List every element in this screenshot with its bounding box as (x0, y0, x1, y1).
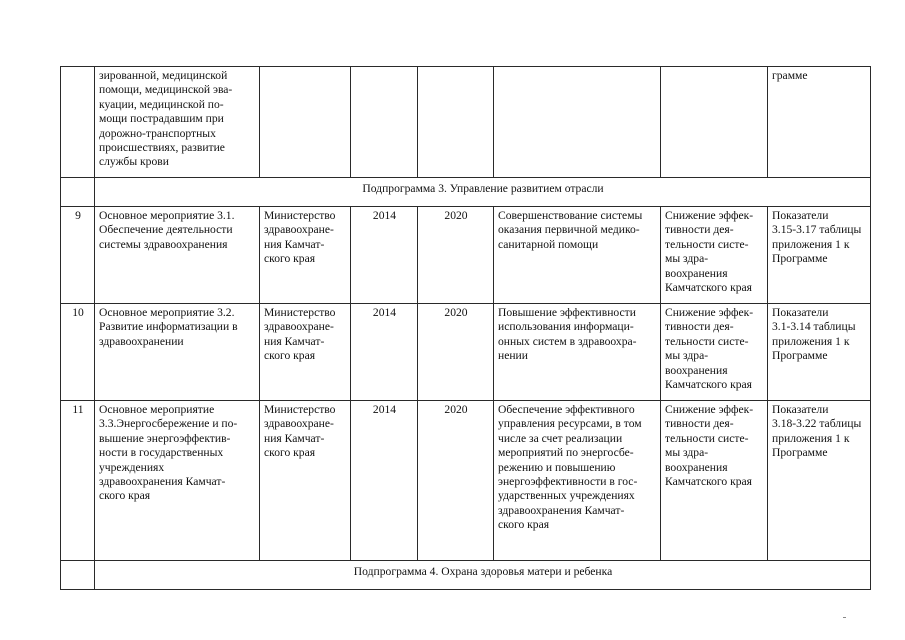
text-line: ского края (264, 252, 316, 266)
start-year-cell: 2014 (351, 304, 418, 401)
row-number-cell: 10 (61, 304, 95, 401)
text-line: Показатели (772, 209, 829, 222)
measure-cell (95, 304, 260, 401)
measure-cell (95, 67, 260, 178)
program-measures-table (60, 66, 871, 590)
text-line: службы крови (99, 155, 169, 169)
text-line: числе за счет реализации (498, 431, 623, 445)
text-line: Снижение эффек- (665, 209, 754, 222)
text-line: тельности систе- (665, 431, 749, 445)
subprogram-3-title: Подпрограмма 3. Управление развитием отрасли (95, 178, 871, 207)
text-line: оказания первичной медико- (498, 223, 640, 237)
text-line: режению и повышению (498, 460, 616, 474)
text-line: мы здра- (665, 446, 709, 460)
row-number-cell: 9 (61, 207, 95, 304)
subprogram-3-header-row (61, 178, 871, 207)
continuation-row (61, 67, 871, 178)
executor-cell (260, 401, 351, 561)
result-cell (494, 207, 661, 304)
text-line: Основное мероприятие 3.1. (99, 209, 235, 222)
subprogram-4-title: Подпрограмма 4. Охрана здоровья матери и ребенка (95, 561, 871, 590)
text-line: куации, медицинской по- (99, 97, 224, 111)
result-cell (494, 401, 661, 561)
text-line: воохранения (665, 266, 728, 280)
indicator-cell (768, 304, 871, 401)
text-line: тивности дея- (665, 417, 734, 431)
text-line: приложения 1 к (772, 431, 850, 445)
text-line: ударственных учреждениях (498, 489, 635, 503)
text-line: нении (498, 349, 528, 363)
text-line: Основное мероприятие 3.2. (99, 306, 235, 319)
executor-cell (260, 207, 351, 304)
text-line: здравоохранении (99, 334, 184, 348)
start-year-cell: 2014 (351, 207, 418, 304)
text-line: Показатели (772, 403, 829, 416)
text-line: Совершенствование системы (498, 209, 643, 222)
text-line: ского края (99, 489, 151, 503)
text-line: грамме (772, 69, 808, 82)
text-line: Показатели (772, 306, 829, 319)
text-line: онных систем в здравоохра- (498, 334, 637, 348)
end-year-cell: 2020 (418, 304, 494, 401)
measure-row (61, 401, 871, 561)
row-number-cell (61, 561, 95, 590)
text-line: ния Камчат- (264, 237, 325, 251)
text-line: Камчатского края (665, 281, 753, 295)
executor-cell (260, 304, 351, 401)
text-line: мероприятий по энергосбе- (498, 446, 634, 460)
text-line: тивности дея- (665, 320, 734, 334)
text-line: воохранения (665, 363, 728, 377)
text-line: мы здра- (665, 349, 709, 363)
text-line: здравоохране- (264, 417, 334, 431)
text-line: вышение энергоэффектив- (99, 431, 231, 445)
text-line: энергоэффективности в гос- (498, 475, 638, 489)
executor-cell (260, 67, 351, 178)
text-line: управления ресурсами, в том (498, 417, 642, 431)
consequence-cell (661, 67, 768, 178)
text-line: 3.15-3.17 таблицы (772, 223, 862, 237)
text-line: 3.3.Энергосбережение и по- (99, 417, 238, 431)
text-line: приложения 1 к (772, 334, 850, 348)
text-line: 3.1-3.14 таблицы (772, 320, 856, 334)
page-mark (843, 617, 846, 618)
text-line: воохранения (665, 460, 728, 474)
text-line: Министерство (264, 306, 336, 319)
text-line: здравоохране- (264, 320, 334, 334)
text-line: здравоохране- (264, 223, 334, 237)
row-number-cell (61, 178, 95, 207)
text-line: Обеспечение эффективного (498, 403, 635, 416)
consequence-cell (661, 401, 768, 561)
text-line: санитарной помощи (498, 237, 599, 251)
row-number-cell: 11 (61, 401, 95, 561)
indicator-cell (768, 401, 871, 561)
text-line: Развитие информатизации в (99, 320, 238, 334)
text-line: Программе (772, 349, 828, 363)
start-year-cell: 2014 (351, 401, 418, 561)
text-line: помощи, медицинской эва- (99, 83, 233, 97)
text-line: ния Камчат- (264, 431, 325, 445)
text-line: Обеспечение деятельности (99, 223, 233, 237)
text-line: тивности дея- (665, 223, 734, 237)
measure-row (61, 207, 871, 304)
text-line: происшествиях, развитие (99, 141, 225, 155)
measure-row (61, 304, 871, 401)
end-year-cell: 2020 (418, 207, 494, 304)
end-year-cell (418, 67, 494, 178)
text-line: ности в государственных (99, 446, 224, 460)
measure-cell (95, 207, 260, 304)
text-line: тельности систе- (665, 334, 749, 348)
consequence-cell (661, 207, 768, 304)
text-line: Камчатского края (665, 378, 753, 392)
indicator-cell (768, 67, 871, 178)
result-cell (494, 67, 661, 178)
text-line: ского края (498, 518, 550, 532)
text-line: Министерство (264, 209, 336, 222)
result-cell (494, 304, 661, 401)
text-line: Снижение эффек- (665, 403, 754, 416)
text-line: Программе (772, 446, 828, 460)
text-line: дорожно-транспортных (99, 126, 216, 140)
text-line: ния Камчат- (264, 334, 325, 348)
subprogram-4-header-row (61, 561, 871, 590)
text-line: зированной, медицинской (99, 69, 228, 82)
start-year-cell (351, 67, 418, 178)
text-line: здравоохранения Камчат- (498, 503, 625, 517)
text-line: учреждениях (99, 460, 165, 474)
consequence-cell (661, 304, 768, 401)
text-line: Камчатского края (665, 475, 753, 489)
text-line: Повышение эффективности (498, 306, 636, 319)
row-number-cell (61, 67, 95, 178)
text-line: Основное мероприятие (99, 403, 215, 416)
end-year-cell: 2020 (418, 401, 494, 561)
text-line: тельности систе- (665, 237, 749, 251)
text-line: мы здра- (665, 252, 709, 266)
text-line: приложения 1 к (772, 237, 850, 251)
text-line: системы здравоохранения (99, 237, 228, 251)
text-line: ского края (264, 446, 316, 460)
indicator-cell (768, 207, 871, 304)
text-line: здравоохранения Камчат- (99, 475, 226, 489)
text-line: мощи пострадавшим при (99, 112, 224, 126)
measure-cell (95, 401, 260, 561)
text-line: 3.18-3.22 таблицы (772, 417, 862, 431)
text-line: ского края (264, 349, 316, 363)
text-line: Программе (772, 252, 828, 266)
text-line: использования информаци- (498, 320, 634, 334)
text-line: Снижение эффек- (665, 306, 754, 319)
text-line: Министерство (264, 403, 336, 416)
